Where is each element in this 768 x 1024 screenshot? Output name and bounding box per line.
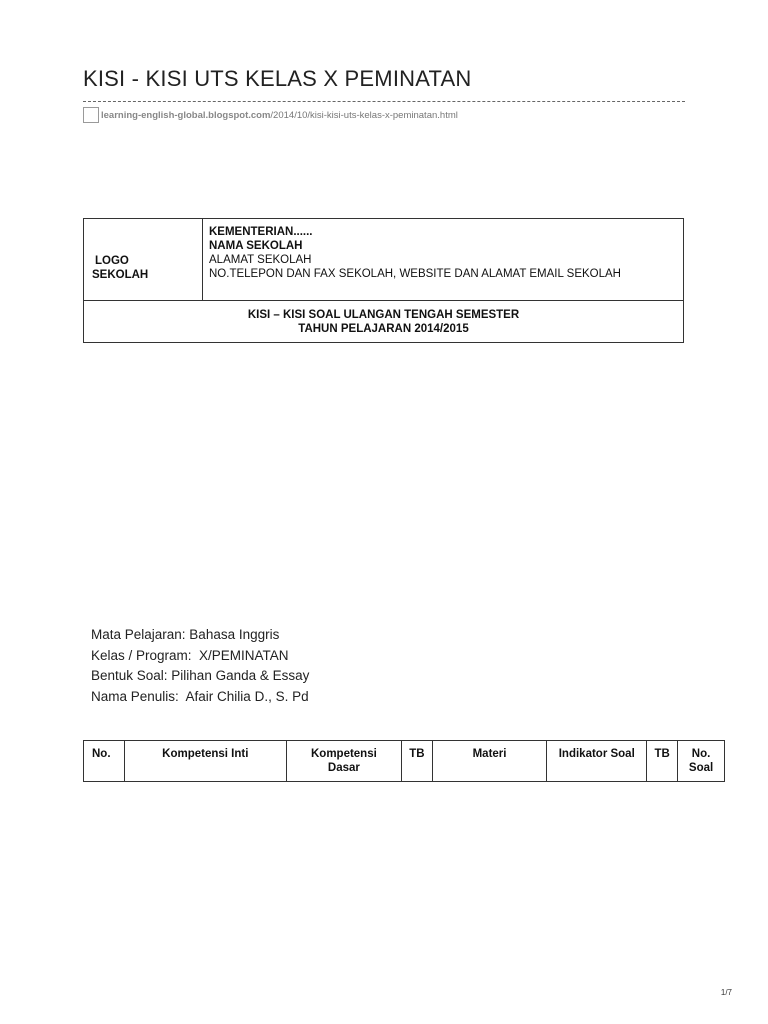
meta-class: Kelas / Program: X/PEMINATAN [91,647,289,663]
source-url[interactable] [83,106,458,124]
school-address: ALAMAT SEKOLAH [209,254,312,266]
logo-label-line2: SEKOLAH [92,269,149,281]
favicon-placeholder-icon [83,107,99,123]
col-no-soal: No. Soal [678,741,725,782]
logo-label-line1: LOGO [95,255,129,267]
title-divider [83,101,685,102]
page-number: 1/7 [720,988,732,997]
school-logo-cell [84,219,203,301]
meta-question-type: Bentuk Soal: Pilihan Ganda & Essay [91,668,310,683]
school-info-cell [203,219,684,301]
school-contact: NO.TELEPON DAN FAX SEKOLAH, WEBSITE DAN ALAMAT EMAIL SEKOLAH [209,268,621,280]
school-header-table [83,218,684,343]
col-indikator-soal: Indikator Soal [547,741,647,782]
kisi-title-cell [84,301,684,343]
col-no: No. [84,741,125,782]
document-title: KISI - KISI UTS KELAS X PEMINATAN [83,66,472,91]
source-url-host[interactable]: learning-english-global.blogspot.com [101,109,271,121]
source-url-path[interactable]: /2014/10/kisi-kisi-uts-kelas-x-peminatan.html [270,109,458,121]
col-tb-2: TB [647,741,678,782]
school-name: NAMA SEKOLAH [209,240,303,252]
col-tb-1: TB [402,741,433,782]
table-header-row [84,741,725,782]
col-kompetensi-dasar: Kompetensi Dasar [286,741,401,782]
meta-author: Nama Penulis: Afair Chilia D., S. Pd [91,688,309,704]
kisi-grid-table [83,740,725,782]
exam-meta [91,625,309,707]
kisi-title: KISI – KISI SOAL ULANGAN TENGAH SEMESTER [247,309,520,321]
ministry-label: KEMENTERIAN...... [209,226,313,238]
meta-subject: Mata Pelajaran: Bahasa Inggris [91,627,280,642]
col-kompetensi-inti: Kompetensi Inti [124,741,286,782]
kisi-year: TAHUN PELAJARAN 2014/2015 [298,323,469,335]
col-materi: Materi [432,741,546,782]
